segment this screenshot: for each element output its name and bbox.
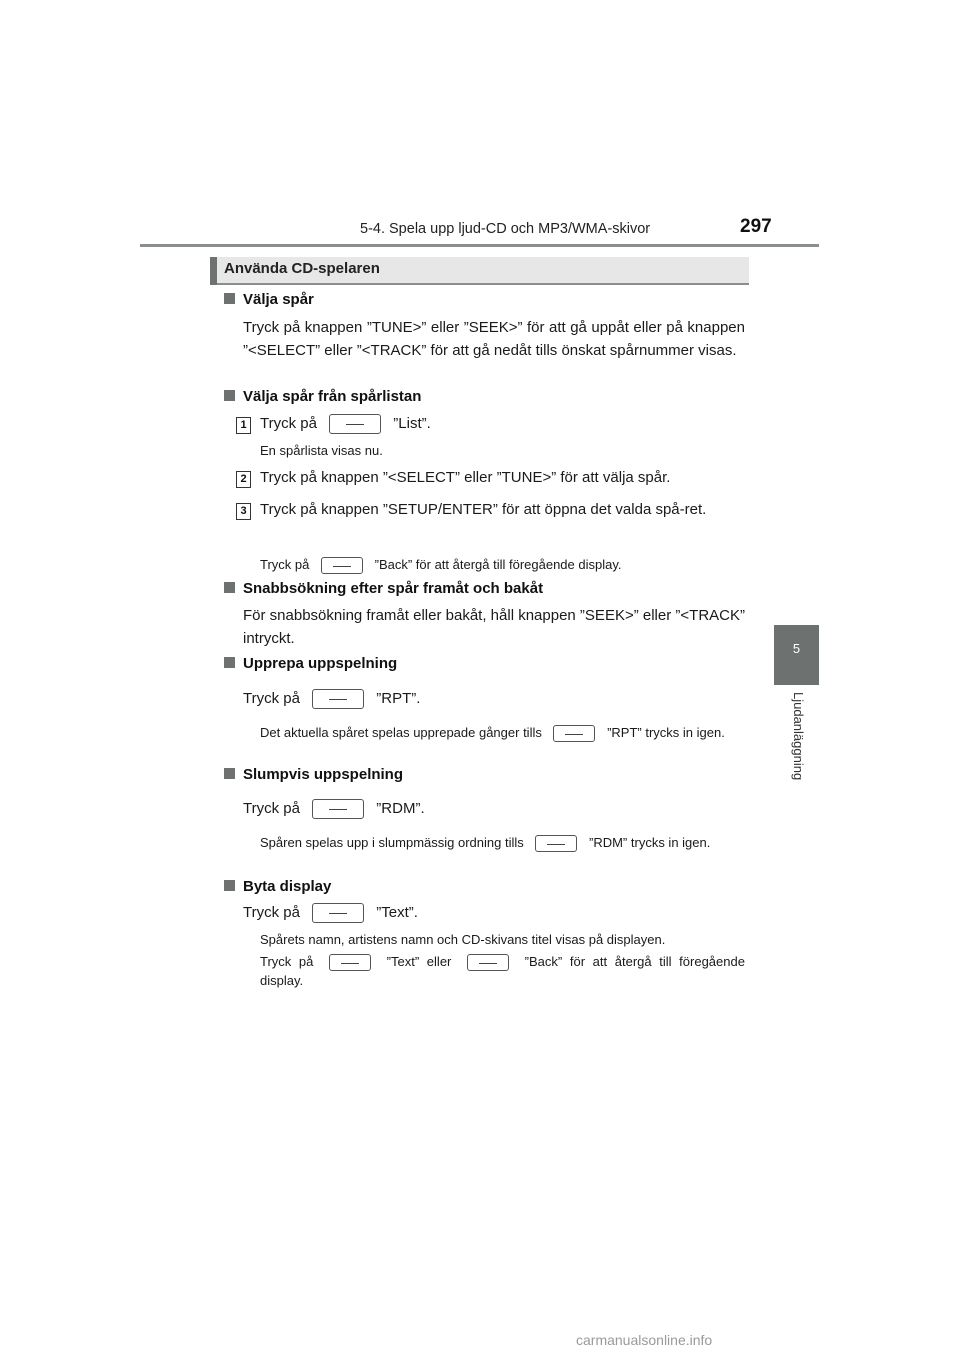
bullet-square-icon	[224, 390, 235, 401]
slumpvis-note: Spåren spelas upp i slumpmässig ordning tills ”RDM” trycks in igen.	[260, 833, 745, 852]
step-3-note: Tryck på ”Back” för att återgå till föregående display.	[260, 555, 622, 574]
heading-slumpvis: Slumpvis uppspelning	[224, 766, 403, 783]
rpt-button-icon	[312, 689, 364, 709]
upprepa-instruction: Tryck på ”RPT”.	[243, 688, 420, 711]
list-button-icon	[329, 414, 381, 434]
text-button-icon	[312, 903, 364, 923]
paragraph-valja-spar: Tryck på knappen ”TUNE>” eller ”SEEK>” för att gå uppåt eller på knappen ”<SELECT” eller ”<TRACK” för att gå nedåt tills önskat spårnummer visas.	[243, 319, 745, 359]
rdm-button-icon	[312, 799, 364, 819]
heading-sparlistan: Välja spår från spårlistan	[224, 388, 421, 405]
chapter-title: 5-4. Spela upp ljud-CD och MP3/WMA-skivor	[360, 221, 651, 237]
chapter-tab-label: Ljudanläggning	[791, 692, 806, 781]
byta-display-note-2: Tryck på ”Text” eller ”Back” för att återgå till föregående display.	[260, 954, 745, 989]
section-title-bar	[210, 257, 749, 285]
header-divider	[140, 244, 819, 247]
chapter-tab-number: 5	[792, 641, 801, 656]
step-number-2: 2	[236, 471, 251, 488]
section-title: Använda CD-spelaren	[224, 260, 380, 277]
byta-display-instruction: Tryck på ”Text”.	[243, 902, 418, 925]
heading-byta-display: Byta display	[224, 878, 331, 895]
heading-snabbsokning: Snabbsökning efter spår framåt och bakåt	[224, 580, 543, 597]
upprepa-note: Det aktuella spåret spelas upprepade gånger tills ”RPT” trycks in igen.	[260, 723, 745, 742]
heading-valja-spar: Välja spår	[224, 291, 314, 308]
rdm-button-icon	[535, 835, 577, 852]
bullet-square-icon	[224, 657, 235, 668]
heading-upprepa: Upprepa uppspelning	[224, 655, 397, 672]
slumpvis-instruction: Tryck på ”RDM”.	[243, 798, 425, 821]
step-1-note: En spårlista visas nu.	[260, 443, 383, 458]
back-button-icon	[467, 954, 509, 971]
rpt-button-icon	[553, 725, 595, 742]
step-3: Tryck på knappen ”SETUP/ENTER” för att öppna det valda spå-ret.	[260, 501, 707, 518]
step-2: Tryck på knappen ”<SELECT” eller ”TUNE>” för att välja spår.	[260, 469, 671, 486]
text-button-icon	[329, 954, 371, 971]
section-accent	[210, 257, 217, 285]
bullet-square-icon	[224, 880, 235, 891]
step-1: Tryck på ”List”.	[260, 413, 431, 436]
chapter-tab	[774, 625, 819, 685]
page-number: 297	[740, 216, 772, 237]
bullet-square-icon	[224, 582, 235, 593]
step-number-1: 1	[236, 417, 251, 434]
bullet-square-icon	[224, 768, 235, 779]
watermark: carmanualsonline.info	[576, 1332, 713, 1348]
byta-display-note-1: Spårets namn, artistens namn och CD-skivans titel visas på displayen.	[260, 932, 666, 947]
step-number-3: 3	[236, 503, 251, 520]
back-button-icon	[321, 557, 363, 574]
paragraph-snabbsokning: För snabbsökning framåt eller bakåt, håll knappen ”SEEK>” eller ”<TRACK” intryckt.	[243, 607, 745, 647]
bullet-square-icon	[224, 293, 235, 304]
